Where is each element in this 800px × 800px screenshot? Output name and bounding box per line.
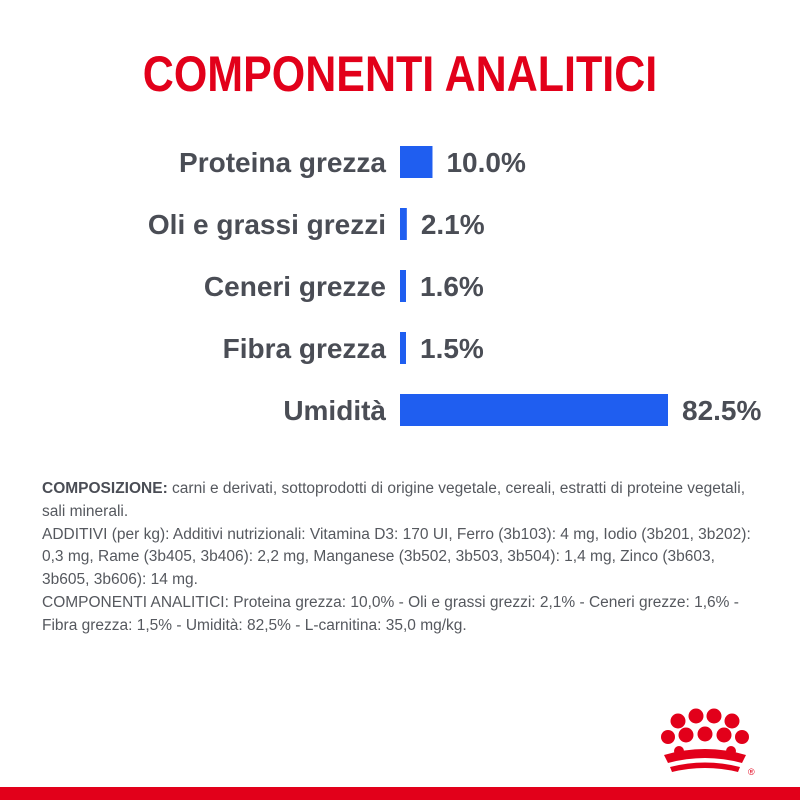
- componenti-paragraph: COMPONENTI ANALITICI: Proteina grezza: 10,0% - Oli e grassi grezzi: 2,1% - Ceneri grezze: 1,6% - Fibra grezza: 1,5% - Umidità: 82,5% - L-carnitina: 35,0 mg/kg.: [42, 593, 739, 634]
- composition-text: [42, 478, 762, 638]
- category-label: Ceneri grezze: [203, 271, 386, 302]
- additivi-paragraph: ADDITIVI (per kg): Additivi nutrizionali: Vitamina D3: 170 UI, Ferro (3b103): 4 mg, Iodio (3b201, 3b202): 0,3 mg, Rame (3b405, 3b406): 2,2 mg, Manganese (3b502, 3b503, 3b504): 1,4 mg, Zinco (3b603, 3b605, 3b606): 14 mg.: [42, 525, 751, 589]
- bar: [400, 270, 406, 302]
- value-label: 1.6%: [420, 271, 484, 302]
- bar: [400, 394, 668, 426]
- category-label: Umidità: [283, 395, 386, 426]
- composizione-label: COMPOSIZIONE:: [42, 480, 168, 497]
- bottom-brand-bar: [0, 787, 800, 800]
- category-label: Fibra grezza: [222, 333, 386, 364]
- composizione-text: carni e derivati, sottoprodotti di origine vegetale, cereali, estratti di proteine vegetali, sali minerali.: [42, 480, 745, 520]
- category-label: Proteina grezza: [179, 147, 386, 178]
- composizione-paragraph: [42, 478, 762, 524]
- bar: [400, 146, 432, 178]
- category-label: Oli e grassi grezzi: [147, 209, 386, 240]
- value-label: 2.1%: [420, 209, 485, 240]
- value-label: 10.0%: [446, 147, 526, 178]
- bar: [400, 332, 406, 364]
- page-title: COMPONENTI ANALITICI: [142, 46, 658, 102]
- bar: [400, 208, 407, 240]
- value-label: 82.5%: [682, 395, 762, 426]
- value-label: 1.5%: [420, 333, 484, 364]
- registered-mark: ®: [748, 767, 755, 777]
- crown-logo-icon: [652, 705, 762, 780]
